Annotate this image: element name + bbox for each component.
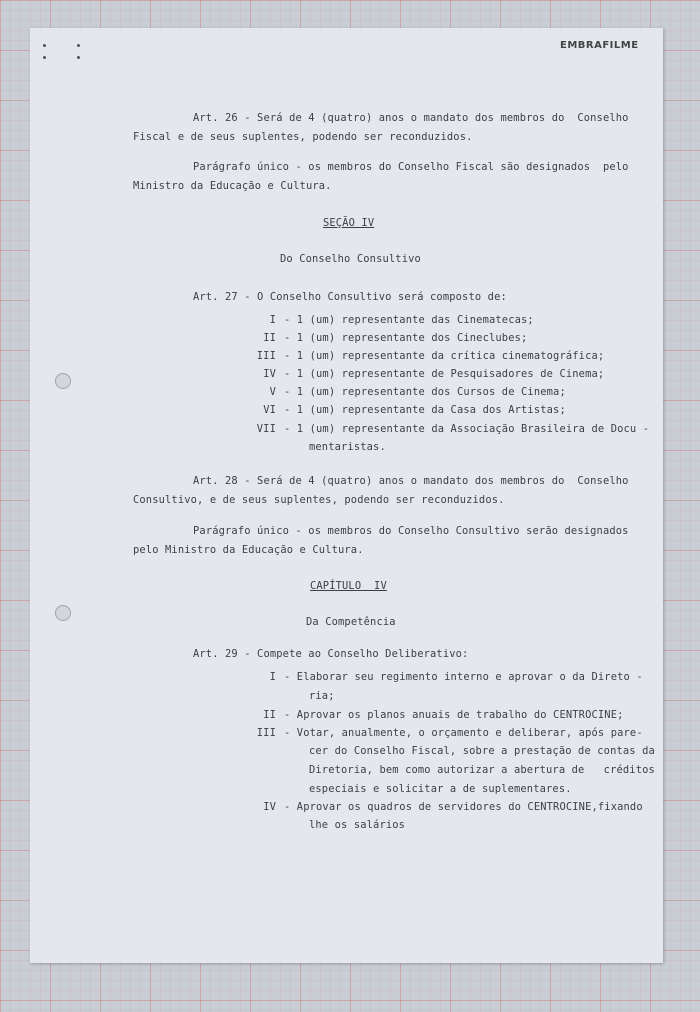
list-item: - Aprovar os planos anuais de trabalho do CENTROCINE; bbox=[284, 709, 624, 721]
list-item-continuation: especiais e solicitar a de suplementares. bbox=[309, 783, 572, 795]
punch-mark bbox=[43, 44, 46, 47]
list-number: I bbox=[269, 314, 276, 326]
list-item-continuation: Diretoria, bem como autorizar a abertura de créditos bbox=[309, 764, 655, 776]
list-item: - Votar, anualmente, o orçamento e deliberar, após pare- bbox=[284, 727, 643, 739]
list-number: II bbox=[263, 709, 276, 721]
punch-mark bbox=[43, 56, 46, 59]
list-item-continuation: ria; bbox=[309, 690, 335, 702]
par28-line1: Parágrafo único - os membros do Conselho Consultivo serão designados bbox=[193, 525, 629, 537]
list-item-continuation: mentaristas. bbox=[309, 441, 386, 453]
embrafilme-logo: EMBRAFILME bbox=[560, 40, 639, 51]
list-number: IV bbox=[263, 368, 276, 380]
chapter-subtitle: Da Competência bbox=[306, 616, 396, 628]
par28-line2: pelo Ministro da Educação e Cultura. bbox=[133, 544, 364, 556]
list-item: - Aprovar os quadros de servidores do CENTROCINE,fixando bbox=[284, 801, 643, 813]
par26-line2: Ministro da Educação e Cultura. bbox=[133, 180, 332, 192]
list-number: VII bbox=[256, 423, 276, 435]
list-number: V bbox=[269, 386, 276, 398]
list-item: - 1 (um) representante da crítica cinematográfica; bbox=[284, 350, 605, 362]
list-number: I bbox=[269, 671, 276, 683]
punch-mark bbox=[77, 56, 80, 59]
list-item-continuation: cer do Conselho Fiscal, sobre a prestação de contas da bbox=[309, 745, 655, 757]
list-item: - 1 (um) representante dos Cineclubes; bbox=[284, 332, 528, 344]
list-item: - 1 (um) representante da Associação Brasileira de Docu - bbox=[284, 423, 650, 435]
list-item-continuation: lhe os salários bbox=[309, 819, 406, 831]
list-item: - 1 (um) representante das Cinematecas; bbox=[284, 314, 534, 326]
art26-line2: Fiscal e de seus suplentes, podendo ser reconduzidos. bbox=[133, 131, 473, 143]
list-item: - 1 (um) representante da Casa dos Artistas; bbox=[284, 404, 566, 416]
art27-intro: Art. 27 - O Conselho Consultivo será composto de: bbox=[193, 291, 507, 303]
list-item: - 1 (um) representante dos Cursos de Cinema; bbox=[284, 386, 566, 398]
list-item: - 1 (um) representante de Pesquisadores de Cinema; bbox=[284, 368, 605, 380]
binder-hole bbox=[55, 373, 71, 389]
list-number: IV bbox=[263, 801, 276, 813]
list-number: II bbox=[263, 332, 276, 344]
section-heading: SEÇÃO IV bbox=[323, 217, 375, 229]
art28-line2: Consultivo, e de seus suplentes, podendo ser reconduzidos. bbox=[133, 494, 505, 506]
list-number: III bbox=[256, 727, 276, 739]
chapter-heading: CAPÍTULO IV bbox=[310, 580, 387, 592]
list-number: III bbox=[256, 350, 276, 362]
par26-line1: Parágrafo único - os membros do Conselho Fiscal são designados pelo bbox=[193, 161, 629, 173]
punch-mark bbox=[77, 44, 80, 47]
art28-line1: Art. 28 - Será de 4 (quatro) anos o mandato dos membros do Conselho bbox=[193, 475, 629, 487]
art26-line1: Art. 26 - Será de 4 (quatro) anos o mandato dos membros do Conselho bbox=[193, 112, 629, 124]
list-number: VI bbox=[263, 404, 276, 416]
binder-hole bbox=[55, 605, 71, 621]
section-subtitle: Do Conselho Consultivo bbox=[280, 253, 421, 265]
art29-intro: Art. 29 - Compete ao Conselho Deliberativo: bbox=[193, 648, 469, 660]
list-item: - Elaborar seu regimento interno e aprovar o da Direto - bbox=[284, 671, 643, 683]
